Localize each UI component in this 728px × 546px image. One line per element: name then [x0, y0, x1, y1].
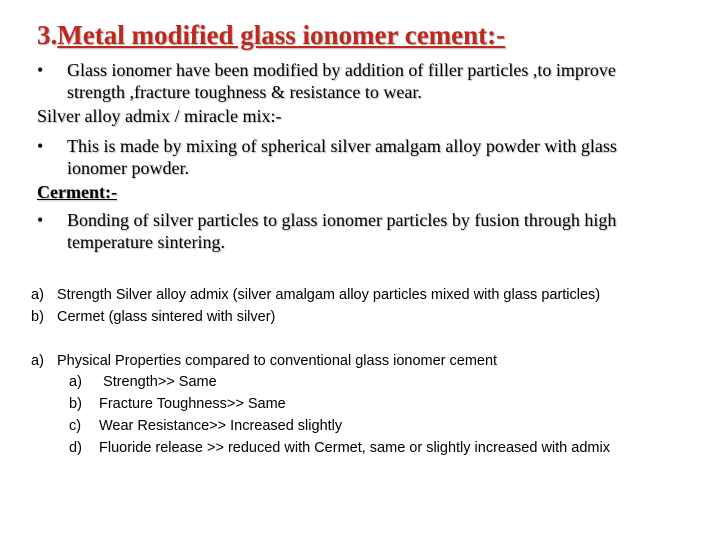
property-item — [69, 396, 286, 412]
list-item — [31, 306, 600, 328]
list-item-text: Strength Silver alloy admix (silver amalgam alloy particles mixed with glass particles) — [57, 287, 601, 303]
types-list — [31, 284, 600, 328]
slide-title — [37, 20, 505, 51]
property-item — [69, 440, 610, 456]
title-text: Metal modified glass ionomer cement — [57, 20, 488, 50]
property-text: Fluoride release >> reduced with Cermet, same or slightly increased with admix — [99, 440, 610, 456]
list-marker: b) — [31, 309, 44, 325]
list-marker: d) — [69, 440, 82, 456]
property-text: Fracture Toughness>> Same — [99, 396, 286, 412]
bullet-1-line-2: strength ,fracture toughness & resistance to wear. — [67, 82, 422, 102]
subhead-cerment: Cerment:- — [37, 182, 117, 202]
property-text: Wear Resistance>> Increased slightly — [99, 418, 343, 434]
list-item — [31, 284, 600, 306]
bullet-marker: • — [37, 60, 44, 80]
bullet-2-line-1: This is made by mixing of spherical silver amalgam alloy powder with glass — [67, 136, 617, 156]
list-marker: c) — [69, 418, 82, 434]
bullet-marker: • — [37, 210, 44, 230]
list-marker: b) — [69, 396, 82, 412]
title-number: 3. — [37, 20, 58, 50]
property-item — [69, 418, 342, 434]
bullet-marker: • — [37, 136, 44, 156]
title-suffix: :- — [487, 20, 506, 50]
properties-heading — [31, 350, 497, 372]
list-item-text: Cermet (glass sintered with silver) — [57, 309, 276, 325]
list-marker: a) — [31, 353, 44, 369]
properties-heading-text: Physical Properties compared to conventional glass ionomer cement — [57, 353, 498, 369]
property-text: Strength>> Same — [99, 374, 217, 390]
bullet-3-line-1: Bonding of silver particles to glass ionomer particles by fusion through high — [67, 210, 617, 230]
bullet-3-line-2: temperature sintering. — [67, 232, 225, 252]
list-marker: a) — [31, 287, 44, 303]
subhead-silver-alloy: Silver alloy admix / miracle mix:- — [37, 106, 282, 126]
bullet-1-line-1: Glass ionomer have been modified by addition of filler particles ,to improve — [67, 60, 616, 80]
property-item — [69, 374, 217, 390]
list-marker: a) — [69, 374, 82, 390]
bullet-2-line-2: ionomer powder. — [67, 158, 189, 178]
